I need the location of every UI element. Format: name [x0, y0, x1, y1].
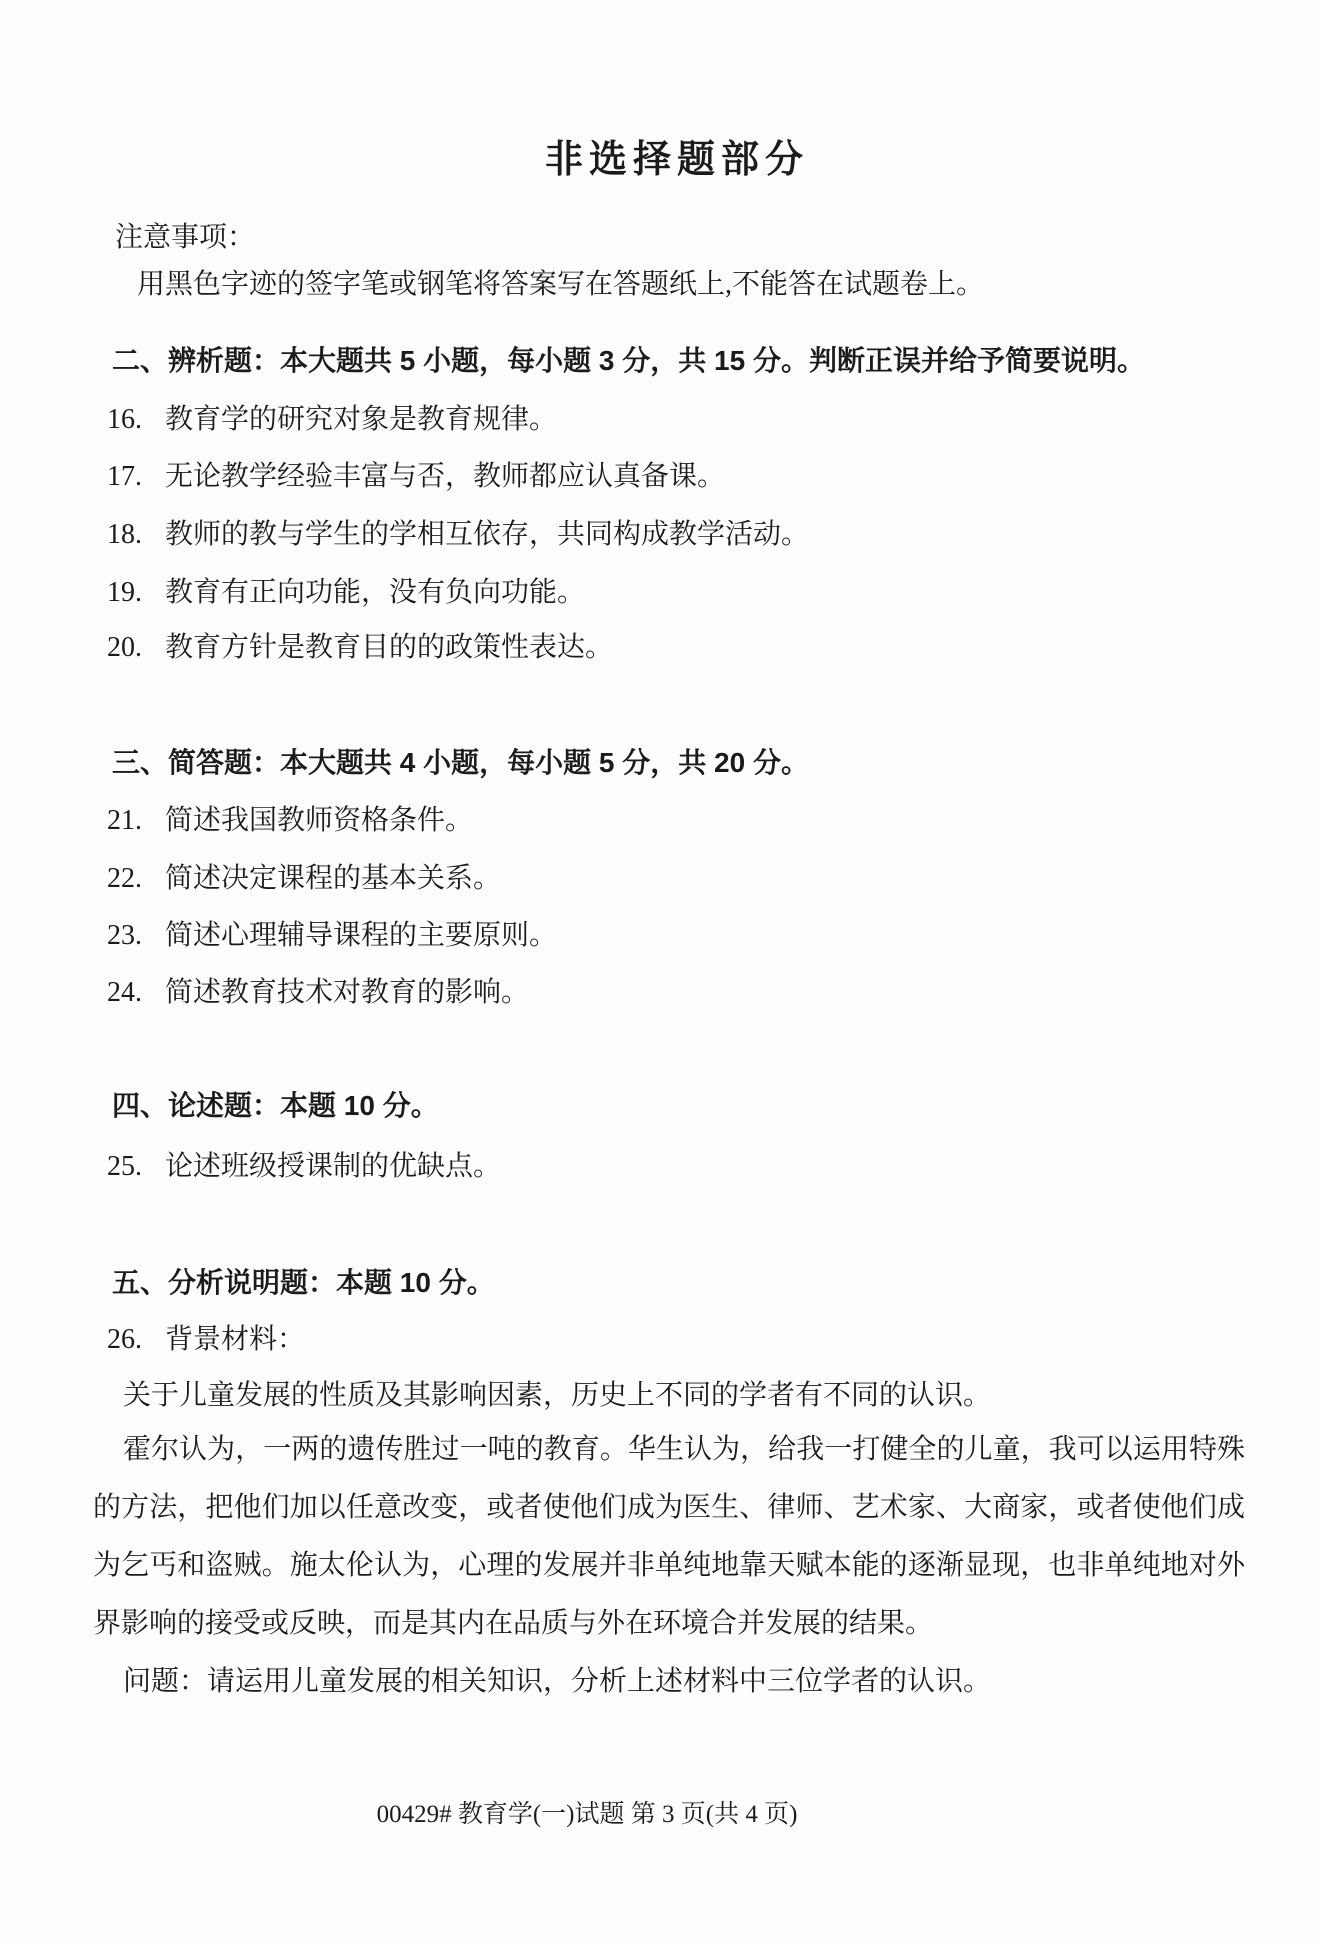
question-23-number: 23. — [107, 920, 142, 951]
page-footer: 00429# 教育学(一)试题 第 3 页(共 4 页) — [376, 1801, 798, 1828]
question-17-number: 17. — [107, 461, 142, 492]
notes-text: 用黑色字迹的签字笔或钢笔将答案写在答题纸上,不能答在试题卷上。 — [137, 269, 985, 300]
question-16-number: 16. — [107, 404, 142, 435]
question-22-text: 简述决定课程的基本关系。 — [165, 863, 502, 894]
question-25 — [107, 1150, 501, 1183]
question-23 — [107, 919, 557, 952]
question-25-number: 25. — [107, 1151, 142, 1182]
question-20 — [107, 631, 613, 664]
question-16-text: 教育学的研究对象是教育规律。 — [165, 404, 558, 435]
material-question: 问题：请运用儿童发展的相关知识，分析上述材料中三位学者的认识。 — [123, 1666, 992, 1697]
question-20-number: 20. — [107, 632, 142, 663]
question-26-number: 26. — [107, 1324, 142, 1355]
section-2-heading: 二、辨析题：本大题共 5 小题，每小题 3 分，共 15 分。判断正误并给予简要说明。 — [112, 345, 1145, 376]
question-22 — [107, 862, 501, 895]
section-4-heading: 四、论述题：本题 10 分。 — [112, 1090, 439, 1121]
question-16 — [107, 403, 557, 436]
question-21-number: 21. — [107, 805, 142, 836]
question-24 — [107, 976, 529, 1009]
question-18-text: 教师的教与学生的学相互依存，共同构成教学活动。 — [165, 519, 810, 550]
question-22-number: 22. — [107, 863, 142, 894]
material-paragraph-2: 霍尔认为，一两的遗传胜过一吨的教育。华生认为，给我一打健全的儿童，我可以运用特殊的方法，把他们加以任意改变，或者使他们成为医生、律师、艺术家、大商家，或者使他们成为乞丐和盗贼。施太伦认为，心理的发展并非单纯地靠天赋本能的逐渐显现，也非单纯地对外界影响的接受或反映，而是其内在品质与外在环境合并发展的结果。 — [93, 1434, 1245, 1639]
material-paragraph-1: 关于儿童发展的性质及其影响因素，历史上不同的学者有不同的认识。 — [123, 1380, 992, 1411]
question-18-number: 18. — [107, 519, 142, 550]
question-21 — [107, 804, 473, 837]
notes-label: 注意事项： — [115, 221, 256, 252]
section-5-heading: 五、分析说明题：本题 10 分。 — [112, 1267, 495, 1298]
question-18 — [107, 518, 809, 551]
question-20-text: 教育方针是教育目的的政策性表达。 — [165, 632, 614, 663]
section-3-heading: 三、简答题：本大题共 4 小题，每小题 5 分，共 20 分。 — [112, 747, 809, 778]
question-23-text: 简述心理辅导课程的主要原则。 — [165, 920, 558, 951]
question-25-text: 论述班级授课制的优缺点。 — [165, 1151, 502, 1182]
question-17-text: 无论教学经验丰富与否，教师都应认真备课。 — [165, 461, 726, 492]
question-17 — [107, 460, 725, 493]
question-19 — [107, 576, 585, 609]
question-24-number: 24. — [107, 977, 142, 1008]
question-26 — [107, 1323, 305, 1356]
question-24-text: 简述教育技术对教育的影响。 — [165, 977, 530, 1008]
question-19-number: 19. — [107, 577, 142, 608]
question-19-text: 教育有正向功能，没有负向功能。 — [165, 577, 586, 608]
page-title: 非选择题部分 — [544, 139, 809, 181]
question-26-text: 背景材料： — [165, 1324, 306, 1355]
question-21-text: 简述我国教师资格条件。 — [165, 805, 474, 836]
